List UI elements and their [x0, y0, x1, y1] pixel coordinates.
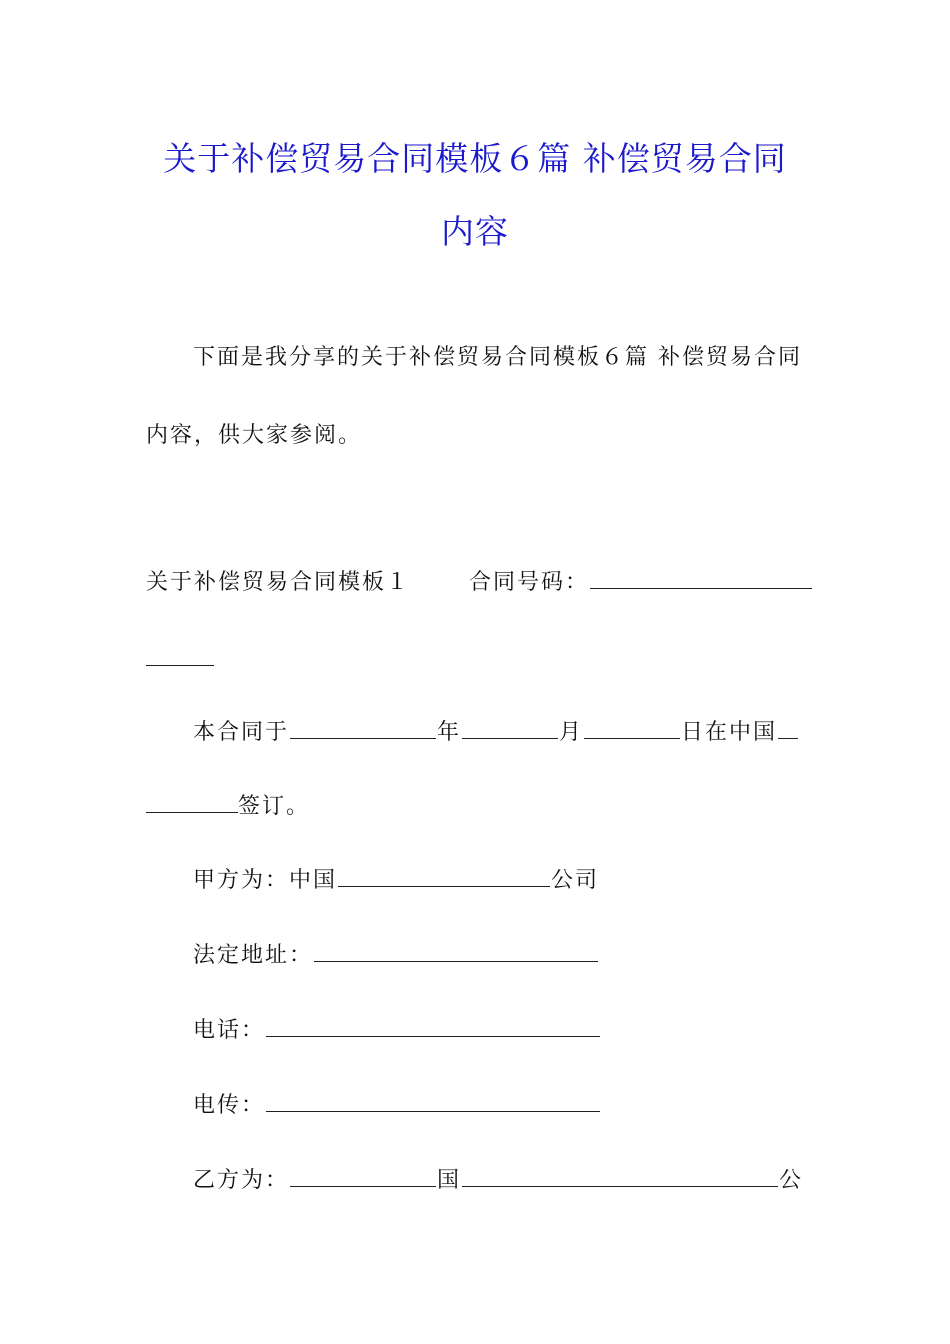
contract-date-row	[193, 718, 799, 748]
party-b-suffix: 公	[779, 1168, 804, 1193]
contract-heading: 关于补偿贸易合同模板１	[146, 570, 411, 595]
party-a-label: 甲方为：中国	[193, 868, 338, 893]
party-b-label: 乙方为：	[193, 1168, 290, 1193]
contract-number-label: 合同号码：	[469, 570, 590, 595]
place-blank-cont	[146, 792, 238, 813]
day-place-label: 日在中国	[681, 720, 778, 745]
document-title-line2: 内容	[441, 212, 509, 251]
contract-signed-row	[146, 792, 310, 822]
place-blank	[778, 718, 798, 739]
contract-number-blank-tail	[146, 645, 214, 666]
address-label: 法定地址：	[193, 943, 314, 968]
intro-line2: 内容，供大家参阅。	[146, 423, 363, 448]
year-label: 年	[437, 720, 462, 745]
party-a-row	[193, 866, 599, 896]
party-a-blank	[338, 866, 550, 887]
party-a-suffix: 公司	[551, 868, 600, 893]
phone-label: 电话：	[193, 1018, 266, 1043]
fax-row	[193, 1091, 601, 1121]
phone-blank	[266, 1016, 600, 1037]
party-b-country: 国	[437, 1168, 462, 1193]
fax-label: 电传：	[193, 1093, 266, 1118]
party-b-country-blank	[290, 1166, 436, 1187]
contract-heading-row	[146, 568, 813, 598]
document-title-line1: 关于补偿贸易合同模板６篇 补偿贸易合同	[163, 139, 787, 178]
address-row	[193, 941, 599, 971]
contract-number-blank-cont	[146, 645, 214, 675]
signed-label: 签订。	[238, 794, 311, 819]
fax-blank	[266, 1091, 600, 1112]
month-blank	[462, 718, 558, 739]
contract-number-blank	[590, 568, 812, 589]
party-b-blank	[462, 1166, 778, 1187]
party-b-row	[193, 1166, 803, 1196]
intro-line1: 下面是我分享的关于补偿贸易合同模板６篇 补偿贸易合同	[193, 345, 802, 370]
month-label: 月	[559, 720, 584, 745]
day-blank	[584, 718, 680, 739]
year-blank	[290, 718, 436, 739]
date-prefix: 本合同于	[193, 720, 290, 745]
address-blank	[314, 941, 598, 962]
phone-row	[193, 1016, 601, 1046]
